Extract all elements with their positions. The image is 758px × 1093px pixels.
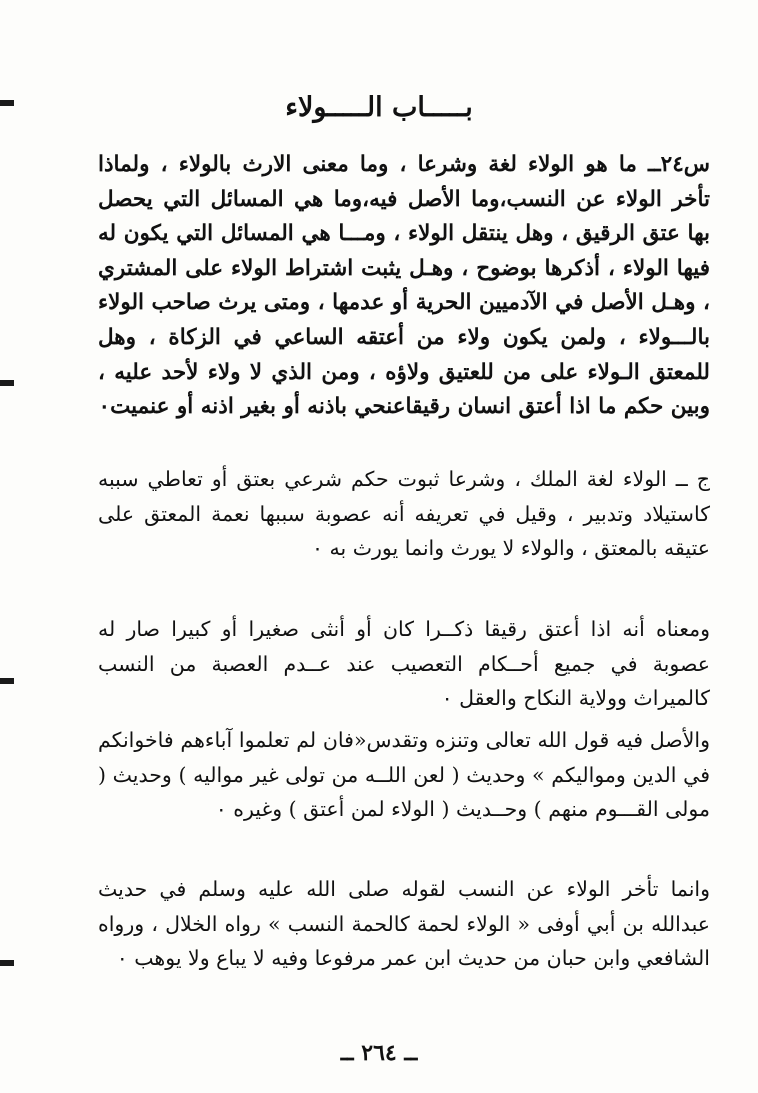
answer-paragraph: ج ــ الولاء لغة الملك ، وشرعا ثبوت حكم شرعي بعتق أو تعاطي سببه كاستيلاد وتدبير ، وقيل في تعريفه أنه عصوبة سببها نعمة المعتق على عتيقه بالمعتق ، والولاء لا يورث وانما يورث به ٠: [98, 467, 710, 561]
question-paragraph: س٢٤ــ ما هو الولاء لغة وشرعا ، وما معنى الارث بالولاء ، ولماذا تأخر الولاء عن النسب،وما الأصل فيه،وما هي المسائل التي يحصل بها عتق الرقيق ، وهل ينتقل الولاء ، ومـــا هي المسائل التي يكون له فيها الولاء ، أذكرها بوضوح ، وهـل يثبت اشتراط الولاء على المشتري ، وهـل الأصل في الآدميين الحرية أو عدمها ، ومتى يرث صاحب الولاء بالـــولاء ، ولمن يكون ولاء من أعتقه الساعي في الزكاة ، وهل للمعتق الـولاء على من للعتيق ولاؤه ، ومن الذي لا ولاء لأحد عليه ، وبين حكم ما اذا أعتق انسان رقيقاعنحي باذنه أو بغير اذنه أو عنميت٠: [98, 152, 710, 420]
body-paragraph: وانما تأخر الولاء عن النسب لقوله صلى الله عليه وسلم في حديث عبدالله بن أبي أوفى « الولاء لحمة كالحمة النسب » رواه الخلال ، ورواه الشافعي وابن حبان من حديث ابن عمر مرفوعا وفيه لا يباع ولا يوهب ٠: [98, 877, 710, 971]
chapter-title: بـــــاب الـــــولاء: [285, 92, 473, 123]
margin-mark: [0, 380, 14, 386]
body-paragraph: ومعناه أنه اذا أعتق رقيقا ذكــرا كان أو أنثى صغيرا أو كبيرا صار له عصوبة في جميع أحــكام التعصيب عند عــدم العصبة من النسب كالميراث وولاية النكاح والعقل ٠: [98, 617, 710, 711]
margin-mark: [0, 960, 14, 966]
page-number: ــ ٢٦٤ ــ: [340, 1040, 418, 1066]
margin-mark: [0, 678, 14, 684]
body-paragraph: والأصل فيه قول الله تعالى وتنزه وتقدس«فان لم تعلموا آباءهم فاخوانكم في الدين ومواليكم » وحديث ( لعن اللــه من تولى غير مواليه ) وحديث ( مولى القـــوم منهم ) وحــديث ( الولاء لمن أعتق ) وغيره ٠: [98, 728, 710, 822]
